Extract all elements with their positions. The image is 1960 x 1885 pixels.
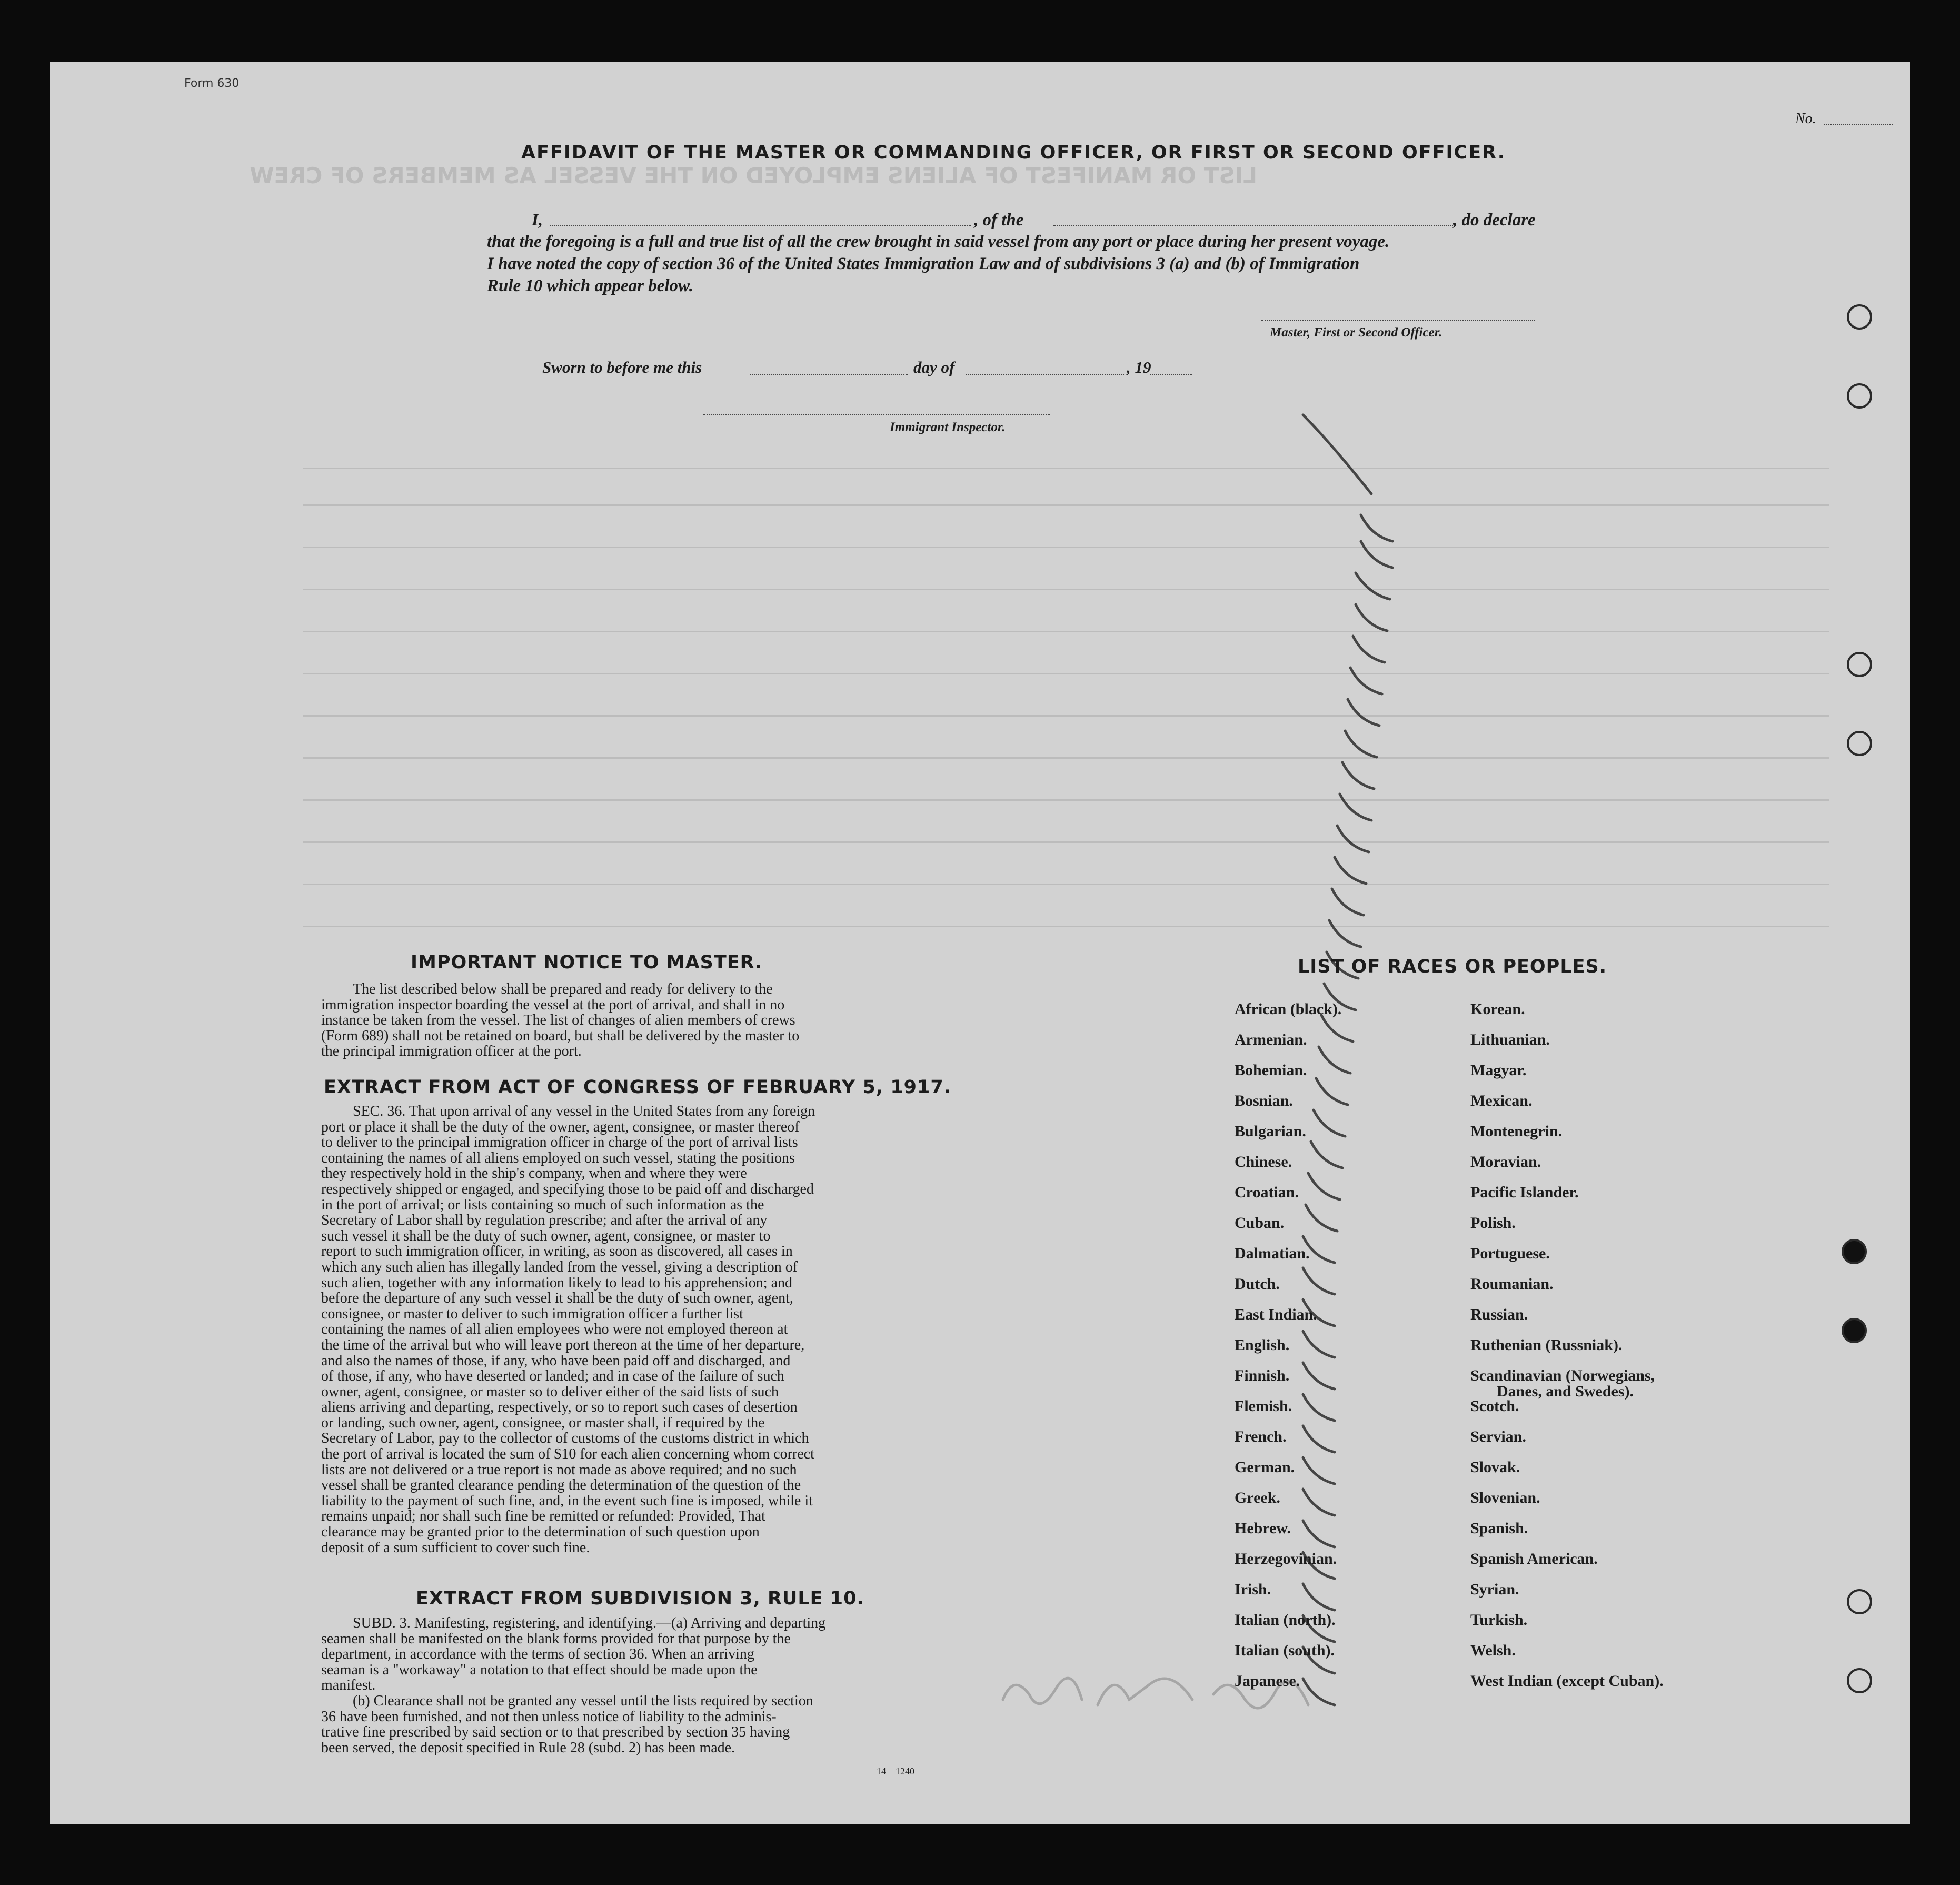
affidavit-of-the: , of the	[974, 211, 1024, 230]
rule-line: (b) Clearance shall not be granted any vessel until the lists required by section	[353, 1692, 813, 1709]
document-number-label: No.	[1795, 111, 1816, 127]
race-item: Lithuanian.	[1470, 1031, 1550, 1048]
race-item: Chinese.	[1235, 1153, 1292, 1170]
sworn-month-blank	[966, 374, 1124, 375]
punch-hole	[1842, 1318, 1867, 1343]
notice-line: (Form 689) shall not be retained on board, but shall be delivered by the master to	[321, 1027, 800, 1044]
act-line: clearance may be granted prior to the determination of such question upon	[321, 1524, 760, 1541]
race-item: Japanese.	[1235, 1672, 1300, 1690]
notice-body	[321, 981, 942, 1059]
race-item: Scotch.	[1470, 1397, 1519, 1415]
race-item: Bosnian.	[1235, 1092, 1293, 1109]
notice-line: the principal immigration officer at the port.	[321, 1043, 582, 1060]
race-item: German.	[1235, 1459, 1295, 1476]
act-line: and also the names of those, if any, who have been paid off and discharged, and	[321, 1352, 791, 1369]
notice-line: instance be taken from the vessel. The list of changes of alien members of crews	[321, 1012, 795, 1029]
race-item: Scandinavian (Norwegians,	[1470, 1367, 1655, 1384]
affidavit-i: I,	[532, 211, 543, 230]
sworn-day-blank	[750, 374, 908, 375]
act-line: liability to the payment of such fine, and, in the event such fine is imposed, while it	[321, 1492, 813, 1509]
act-line: containing the names of all aliens employed on such vessel, stating the positions	[321, 1149, 795, 1166]
race-item: West Indian (except Cuban).	[1470, 1672, 1664, 1690]
sworn-year-blank	[1150, 374, 1192, 375]
bleed-through-manifest	[50, 62, 1910, 1824]
race-item: Cuban.	[1235, 1214, 1285, 1232]
punch-hole	[1842, 1239, 1867, 1264]
notice-title: IMPORTANT NOTICE TO MASTER.	[411, 952, 763, 973]
rule-line: 36 have been furnished, and not then unless notice of liability to the adminis-	[321, 1708, 777, 1725]
act-line: lists are not delivered or a true report is not made as above required; and no such	[321, 1461, 797, 1478]
race-item: Hebrew.	[1235, 1520, 1291, 1537]
act-line: Secretary of Labor shall by regulation prescribe; and after the arrival of any	[321, 1212, 768, 1229]
race-item: Herzegovinian.	[1235, 1550, 1337, 1567]
punch-hole	[1847, 304, 1872, 330]
act-line: remains unpaid; nor shall such fine be remitted or refunded: Provided, That	[321, 1508, 765, 1525]
act-line: SEC. 36. That upon arrival of any vessel in the United States from any foreign	[353, 1103, 815, 1119]
rule-line: SUBD. 3. Manifesting, registering, and identifying.—(a) Arriving and departing	[353, 1615, 826, 1631]
race-item: Flemish.	[1235, 1397, 1292, 1415]
race-item: Armenian.	[1235, 1031, 1307, 1048]
master-signature-line	[1261, 320, 1535, 321]
race-item: Servian.	[1470, 1428, 1526, 1445]
race-item: Dutch.	[1235, 1275, 1280, 1293]
rule-line: department, in accordance with the terms of section 36. When an arriving	[321, 1646, 754, 1663]
race-item: Montenegrin.	[1470, 1123, 1563, 1140]
punch-hole	[1847, 652, 1872, 677]
name-blank	[550, 225, 971, 226]
rule-line: manifest.	[321, 1677, 376, 1694]
race-item: Slovak.	[1470, 1459, 1520, 1476]
act-line: in the port of arrival; or lists containing so much of such information as the	[321, 1196, 764, 1213]
act-line: report to such immigration officer, in writing, as soon as discovered, all cases in	[321, 1243, 793, 1260]
inspector-signature-line	[703, 414, 1050, 415]
race-item: Bulgarian.	[1235, 1123, 1306, 1140]
act-line: port or place it shall be the duty of the owner, agent, consignee, or master thereof	[321, 1118, 800, 1135]
act-title: EXTRACT FROM ACT OF CONGRESS OF FEBRUARY 5, 1917.	[324, 1077, 952, 1098]
notice-line: immigration inspector boarding the vessel at the port of arrival, and shall in no	[321, 996, 785, 1013]
act-line: consignee, or master to deliver to such immigration officer a further list	[321, 1305, 743, 1322]
rule-line: been served, the deposit specified in Rule 28 (subd. 2) has been made.	[321, 1739, 735, 1756]
race-item: Mexican.	[1470, 1092, 1533, 1109]
race-item: Spanish American.	[1470, 1550, 1598, 1567]
race-item: Turkish.	[1470, 1611, 1528, 1629]
affidavit-line-2: that the foregoing is a full and true list of all the crew brought in said vessel from any port or place during her present voyage.	[487, 232, 1390, 251]
punch-hole	[1847, 1668, 1872, 1693]
master-signature-label: Master, First or Second Officer.	[1270, 325, 1442, 340]
act-line: they respectively hold in the ship's company, when and where they were	[321, 1165, 747, 1182]
day-of-label: day of	[913, 358, 955, 376]
ghost-header: LIST OR MANIFEST OF ALIENS EMPLOYED ON THE VESSEL AS MEMBERS OF CREW	[250, 163, 1257, 188]
punch-hole	[1847, 731, 1872, 756]
race-item: Ruthenian (Russniak).	[1470, 1336, 1623, 1354]
race-item: Magyar.	[1470, 1061, 1527, 1079]
race-item: Bohemian.	[1235, 1061, 1307, 1079]
rule-title: EXTRACT FROM SUBDIVISION 3, RULE 10.	[416, 1588, 864, 1609]
vessel-blank	[1053, 225, 1453, 226]
race-item: Irish.	[1235, 1581, 1271, 1598]
act-line: vessel shall be granted clearance pending the determination of the question of the	[321, 1477, 801, 1494]
rule-body	[321, 1615, 942, 1755]
act-line: to deliver to the principal immigration officer in charge of the port of arrival lists	[321, 1134, 798, 1151]
act-line: or landing, such owner, agent, consignee, or master shall, if required by the	[321, 1414, 765, 1431]
race-item: Italian (south).	[1235, 1642, 1335, 1659]
act-line: owner, agent, consignee, or master so to deliver either of the said lists of such	[321, 1383, 779, 1400]
rule-line: seamen shall be manifested on the blank forms provided for that purpose by the	[321, 1630, 791, 1647]
act-line: deposit of a sum sufficient to cover such fine.	[321, 1539, 590, 1556]
affidavit-line-3: I have noted the copy of section 36 of the United States Immigration Law and of subdivisions 3 (a) and (b) of Immigration	[487, 254, 1360, 273]
rule-line: seaman is a "workaway" a notation to that effect should be made upon the	[321, 1661, 758, 1678]
act-line: respectively shipped or engaged, and specifying those to be paid off and discharged	[321, 1180, 814, 1197]
race-item: Spanish.	[1470, 1520, 1528, 1537]
affidavit-line-4: Rule 10 which appear below.	[487, 276, 694, 295]
race-item: Finnish.	[1235, 1367, 1290, 1384]
pencil-notation	[992, 1652, 1361, 1731]
punch-hole	[1847, 383, 1872, 409]
act-line: Secretary of Labor, pay to the collector of customs of the customs district in which	[321, 1430, 809, 1447]
race-item-continuation: Danes, and Swedes).	[1497, 1383, 1634, 1400]
act-line: before the departure of any such vessel it shall be the duty of such owner, agent,	[321, 1290, 793, 1307]
race-item: English.	[1235, 1336, 1290, 1354]
race-item: Portuguese.	[1470, 1245, 1550, 1262]
act-line: of those, if any, who have deserted or landed; and in case of the failure of such	[321, 1368, 784, 1385]
race-item: Moravian.	[1470, 1153, 1541, 1170]
race-item: Korean.	[1470, 1000, 1525, 1018]
race-item: African (black).	[1235, 1000, 1342, 1018]
document-page	[50, 62, 1910, 1824]
race-item: French.	[1235, 1428, 1287, 1445]
act-line: such alien, together with any information likely to lead to his apprehension; and	[321, 1274, 793, 1291]
notice-line: The list described below shall be prepared and ready for delivery to the	[353, 981, 773, 997]
race-item: Croatian.	[1235, 1184, 1299, 1201]
act-line: which any such alien has illegally landed from the vessel, giving a description of	[321, 1258, 798, 1275]
affidavit-declare: , do declare	[1453, 211, 1536, 230]
race-item: Roumanian.	[1470, 1275, 1554, 1293]
race-item: Russian.	[1470, 1306, 1528, 1323]
race-item: Welsh.	[1470, 1642, 1516, 1659]
race-item: Italian (north).	[1235, 1611, 1336, 1629]
document-number-line	[1824, 124, 1893, 125]
race-item: Dalmatian.	[1235, 1245, 1310, 1262]
act-body	[321, 1104, 942, 1555]
act-line: such vessel it shall be the duty of such owner, agent, consignee, or master to	[321, 1227, 771, 1244]
act-line: the port of arrival is located the sum of $10 for each alien concerning whom correct	[321, 1446, 814, 1463]
year-label: , 19	[1127, 358, 1151, 376]
race-item: Greek.	[1235, 1489, 1280, 1506]
affidavit-title: AFFIDAVIT OF THE MASTER OR COMMANDING OFFICER, OR FIRST OR SECOND OFFICER.	[521, 142, 1506, 163]
race-item: Pacific Islander.	[1470, 1184, 1579, 1201]
act-line: the time of the arrival but who will leave port thereon at the time of her departure,	[321, 1336, 805, 1353]
form-number: Form 630	[184, 77, 240, 90]
sworn-label: Sworn to before me this	[542, 358, 702, 376]
act-line: containing the names of all alien employees who were not employed thereon at	[321, 1321, 788, 1338]
race-item: Slovenian.	[1470, 1489, 1540, 1506]
race-item: Polish.	[1470, 1214, 1516, 1232]
race-item: Syrian.	[1470, 1581, 1519, 1598]
print-code: 14—1240	[877, 1766, 914, 1777]
act-line: aliens arriving and departing, respectively, or so to report such cases of desertion	[321, 1399, 798, 1416]
race-item: East Indian.	[1235, 1306, 1317, 1323]
races-title: LIST OF RACES OR PEOPLES.	[1298, 956, 1607, 977]
inspector-label: Immigrant Inspector.	[890, 420, 1006, 434]
punch-hole	[1847, 1589, 1872, 1614]
rule-line: trative fine prescribed by said section or to that prescribed by section 35 having	[321, 1724, 790, 1741]
